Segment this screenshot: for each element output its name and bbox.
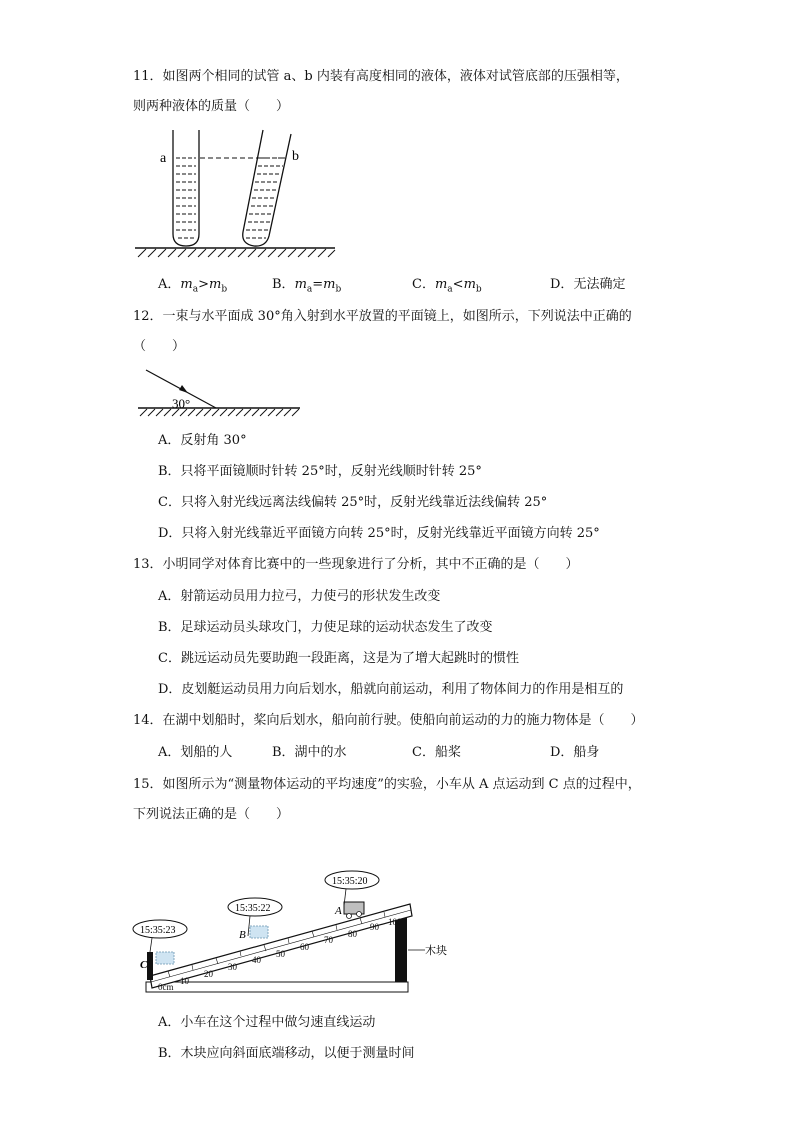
- q12-mirror-figure: [132, 364, 307, 420]
- q13-option-a[interactable]: A．射箭运动员用力拉弓，力使弓的形状发生改变: [158, 589, 441, 604]
- q11-option-b[interactable]: B．$m_a=m_b$: [272, 277, 342, 295]
- q11-stem-line1: 11．如图两个相同的试管 a、b 内装有高度相同的液体，液体对试管底部的压强相等，: [133, 69, 629, 84]
- q15-scale-70: 70: [324, 935, 333, 945]
- q12-stem-line2: （ ）: [133, 339, 186, 354]
- q15-scale-100: 100: [388, 917, 402, 927]
- q15-scale-40: 40: [252, 955, 261, 965]
- q15-stem-line2: 下列说法正确的是（ ）: [133, 807, 290, 822]
- q15-scale-20: 20: [204, 969, 213, 979]
- q15-label-a: A: [335, 905, 342, 917]
- q11-stem-line2: 则两种液体的质量（ ）: [133, 99, 290, 114]
- q11-label-a: a: [160, 151, 167, 166]
- q11-label-b: b: [292, 149, 299, 164]
- q15-option-b[interactable]: B．木块应向斜面底端移动，以便于测量时间: [158, 1046, 415, 1061]
- q12-option-d[interactable]: D．只将入射光线靠近平面镜方向转 25°时，反射光线靠近平面镜方向转 25°: [158, 526, 600, 541]
- q15-incline-figure: [130, 866, 460, 998]
- q12-angle-label: 30°: [172, 396, 191, 411]
- q15-scale-50: 50: [276, 949, 285, 959]
- q12-option-a[interactable]: A．反射角 30°: [158, 433, 247, 448]
- q14-option-a[interactable]: A．划船的人: [158, 745, 233, 760]
- q13-option-b[interactable]: B．足球运动员头球攻门，力使足球的运动状态发生了改变: [158, 620, 493, 635]
- q13-option-d[interactable]: D．皮划艇运动员用力向后划水，船就向前运动，利用了物体间力的作用是相互的: [158, 682, 624, 697]
- q11-test-tube-figure: [130, 126, 340, 260]
- q15-label-c: C: [140, 959, 148, 971]
- q11-option-d[interactable]: D．无法确定: [550, 277, 626, 292]
- q11-option-a[interactable]: A．$m_a>m_b$: [158, 277, 228, 295]
- q15-time-b: 15:35:22: [235, 903, 271, 914]
- q15-option-a[interactable]: A．小车在这个过程中做匀速直线运动: [158, 1015, 376, 1030]
- q15-scale-90: 90: [370, 922, 379, 932]
- q12-stem-line1: 12．一束与水平面成 30°角入射到水平放置的平面镜上，如图所示，下列说法中正确的: [133, 309, 632, 324]
- q15-time-a: 15:35:20: [332, 876, 368, 887]
- q15-label-b: B: [239, 929, 246, 941]
- q15-scale-10: 10: [180, 976, 189, 986]
- q14-option-d[interactable]: D．船身: [550, 745, 600, 760]
- q15-scale-0: 0cm: [158, 982, 174, 992]
- q14-option-c[interactable]: C．船桨: [412, 745, 461, 760]
- q12-option-c[interactable]: C．只将入射光线远离法线偏转 25°时，反射光线靠近法线偏转 25°: [158, 495, 548, 510]
- q15-stem-line1: 15．如图所示为“测量物体运动的平均速度”的实验，小车从 A 点运动到 C 点的过程中，: [133, 777, 641, 792]
- q14-stem: 14．在湖中划船时，桨向后划水，船向前行驶。使船向前运动的力的施力物体是（ ）: [133, 713, 644, 728]
- q12-option-b[interactable]: B．只将平面镜顺时针转 25°时，反射光线顺时针转 25°: [158, 464, 482, 479]
- q11-option-c[interactable]: C．$m_a<m_b$: [412, 277, 482, 295]
- q15-scale-60: 60: [300, 942, 309, 952]
- q13-stem: 13．小明同学对体育比赛中的一些现象进行了分析，其中不正确的是（ ）: [133, 557, 579, 572]
- q13-option-c[interactable]: C．跳远运动员先要助跑一段距离，这是为了增大起跳时的惯性: [158, 651, 519, 666]
- q15-scale-80: 80: [348, 929, 357, 939]
- q15-scale-30: 30: [228, 962, 237, 972]
- q15-block-label: 木块: [425, 945, 447, 957]
- q15-time-c: 15:35:23: [140, 925, 176, 936]
- q14-option-b[interactable]: B．湖中的水: [272, 745, 347, 760]
